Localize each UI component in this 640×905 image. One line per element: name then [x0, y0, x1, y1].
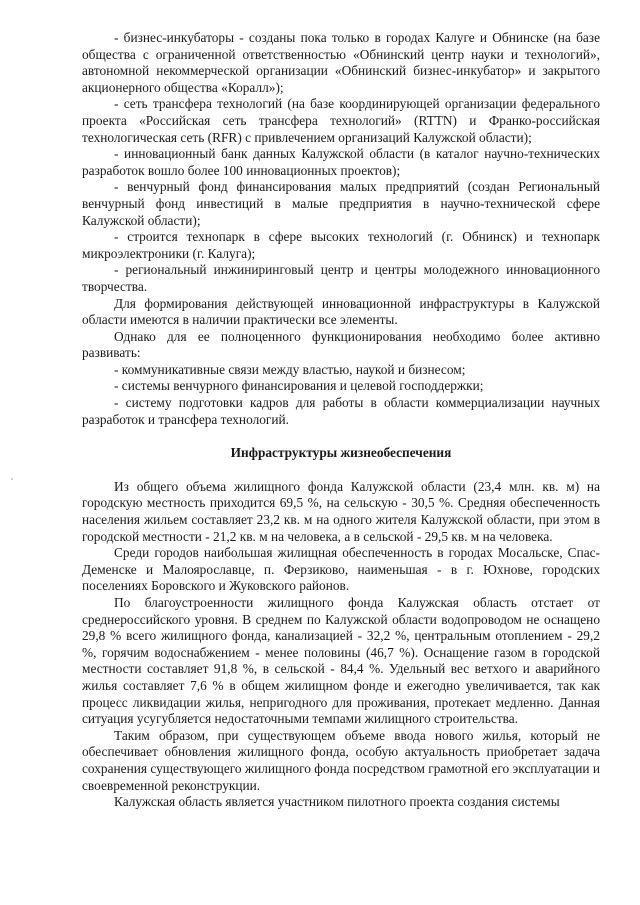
paragraph-housing-preservation: Таким образом, при существующем объеме ввода нового жилья, который не обеспечивает обновления жилищного фонда, особую актуальность приобретает задача сохранения существующего жилищного фонда посредством грамотной его эксплуатации и своевременной реконструкции. — [82, 727, 600, 793]
paragraph-business-incubators: - бизнес-инкубаторы - созданы пока только в городах Калуге и Обнинске (на базе общества с ограниченной ответственностью «Обнинский центр науки и технологий», автономной некоммерческой организации «Обнинский бизнес-инкубатор» и закрытого акционерного общества «Коралл»); — [82, 30, 600, 95]
paragraph-engineering-center: - региональный инжиниринговый центр и центры молодежного инновационного творчества. — [82, 262, 600, 294]
paragraph-housing-amenities: По благоустроенности жилищного фонда Калужская область отстает от среднероссийского уровня. В среднем по Калужской области водопроводом не оснащено 29,8 % всего жилищного фонда, канализацией - 32,2 %, центральным отоплением - 29,2 %, горячим водоснабжением - менее половины (46,7 %). Оснащение газом в городской местности составляет 91,8 %, в сельской - 84,4 %. Удельный вес ветхого и аварийного жилья составляет 7,6 % в общем жилищном фонде и ежегодно увеличивается, так как процесс ликвидации жилья, непригодного для проживания, протекает медленно. Данная ситуация усугубляется недостаточными темпами жилищного строительства. — [82, 595, 600, 727]
paragraph-pilot-project: Калужская область является участником пилотного проекта создания системы — [114, 794, 560, 810]
paragraph-need-to-develop: Однако для ее полноценного функционирования необходимо более активно развивать: — [82, 328, 600, 361]
paragraph-innovation-databank: - инновационный банк данных Калужской области (в каталог научно-технических разработок вошло более 100 инновационных проектов); — [82, 146, 600, 178]
paragraph-housing-by-city: Среди городов наибольшая жилищная обеспеченность в городах Мосальске, Спас-Деменске и Малоярославце, п. Ферзиково, наименьшая - в г. Юхнове, городских поселениях Боровского и Жуковского районов. — [82, 545, 600, 594]
section-heading: Инфраструктуры жизнеобеспечения — [230, 445, 452, 461]
paragraph-communication-links: - коммуникативные связи между властью, наукой и бизнесом; — [114, 361, 466, 377]
scan-speck — [11, 478, 13, 480]
paragraph-venture-fund: - венчурный фонд финансирования малых предприятий (создан Региональный венчурный фонд инвестиций в малые предприятия в научно-технической сфере Калужской области); — [82, 179, 600, 228]
paragraph-infrastructure-elements: Для формирования действующей инновационной инфраструктуры в Калужской области имеются в наличии практически все элементы. — [82, 295, 600, 328]
paragraph-staff-training: - систему подготовки кадров для работы в области коммерциализации научных разработок и трансфера технологий. — [82, 395, 600, 427]
paragraph-tech-transfer-network: - сеть трансфера технологий (на базе координирующей организации федерального проекта «Российская сеть трансфера технологий» (RTTN) и Франко-российская технологическая сеть (RFR) с привлечением организаций Калужской области); — [82, 96, 600, 145]
paragraph-technoparks: - строится технопарк в сфере высоких технологий (г. Обнинск) и технопарк микроэлектроники (г. Калуга); — [82, 229, 600, 261]
paragraph-venture-financing-systems: - системы венчурного финансирования и целевой господдержки; — [114, 378, 484, 394]
document-body — [82, 30, 600, 811]
paragraph-housing-stock: Из общего объема жилищного фонда Калужской области (23,4 млн. кв. м) на городскую местность приходится 69,5 %, на сельскую - 30,5 %. Средняя обеспеченность населения жильем составляет 23,2 кв. м на одного жителя Калужской области, при этом в городской местности - 21,2 кв. м на человека, а в сельской - 29,5 кв. м на человека. — [82, 478, 600, 544]
